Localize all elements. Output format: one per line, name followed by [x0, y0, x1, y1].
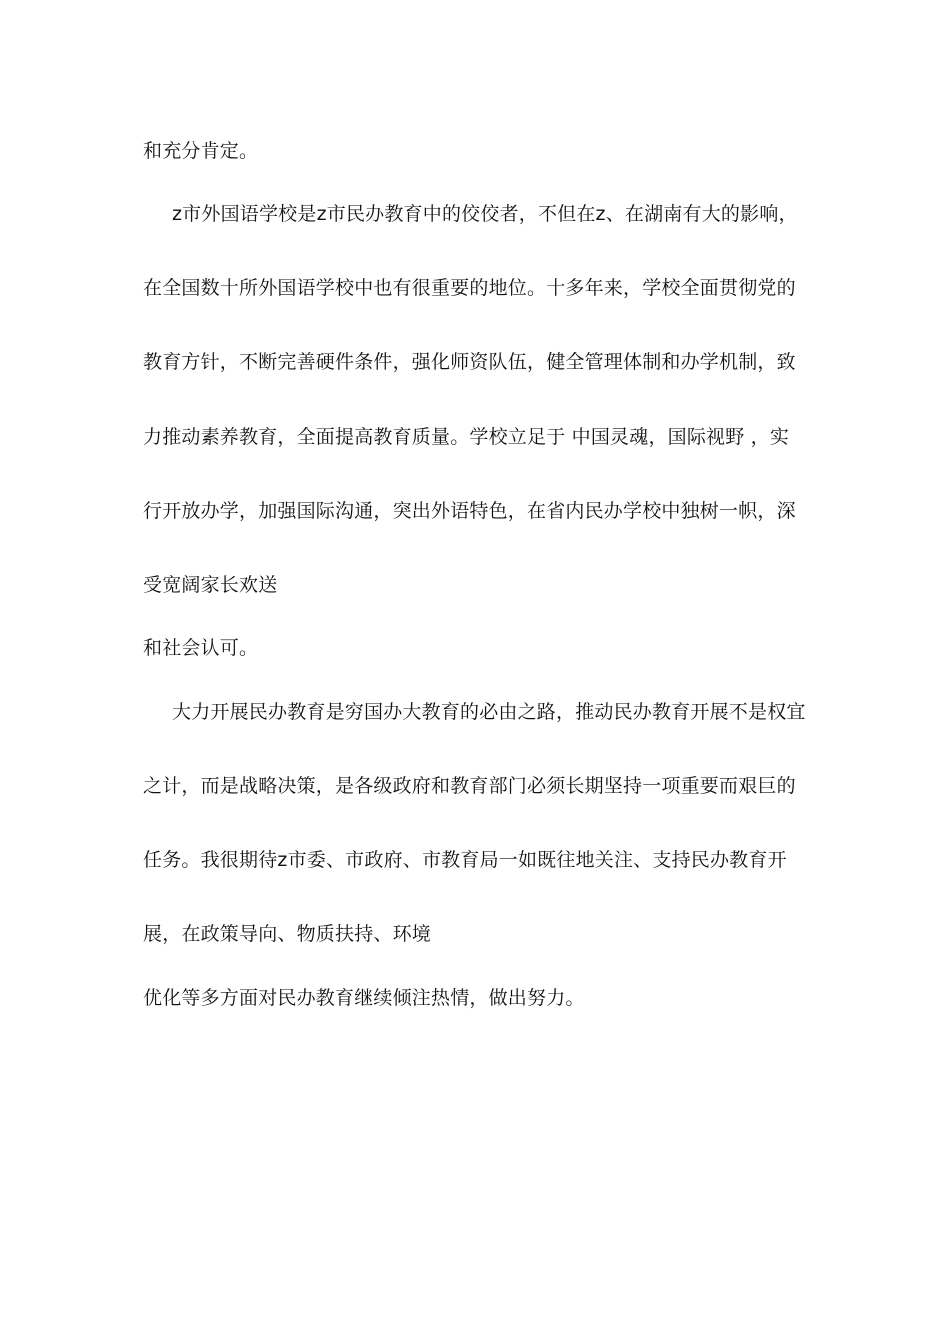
text-line: 展，在政策导向、物质扶持、环境: [143, 923, 432, 945]
text-line: 大力开展民办教育是穷国办大教育的必由之路，推动民办教育开展不是权宜: [172, 701, 806, 723]
text-line: 之计，而是战略决策，是各级政府和教育部门必须长期坚持一项重要而艰巨的: [143, 775, 796, 797]
text-line: 在全国数十所外国语学校中也有很重要的地位。十多年来，学校全面贯彻党的: [143, 277, 796, 299]
text-line: 优化等多方面对民办教育继续倾注热情，做出努力。: [143, 987, 585, 1009]
text-line: 教育方针，不断完善硬件条件，强化师资队伍，健全管理体制和办学机制，致: [143, 351, 796, 373]
text-line: 行开放办学，加强国际沟通，突出外语特色，在省内民办学校中独树一帜，深: [143, 500, 796, 522]
text-line: z市外国语学校是z市民办教育中的佼佼者，不但在z、在湖南有大的影响，: [172, 203, 798, 225]
text-line: 力推动素养教育，全面提高教育质量。学校立足于 中国灵魂，国际视野 ，实: [143, 426, 790, 448]
text-line: 和充分肯定。: [143, 140, 259, 162]
text-line: 任务。我很期待z市委、市政府、市教育局一如既往地关注、支持民办教育开: [143, 849, 787, 871]
text-line: 受宽阔家长欢送: [143, 574, 278, 596]
text-line: 和社会认可。: [143, 637, 259, 659]
